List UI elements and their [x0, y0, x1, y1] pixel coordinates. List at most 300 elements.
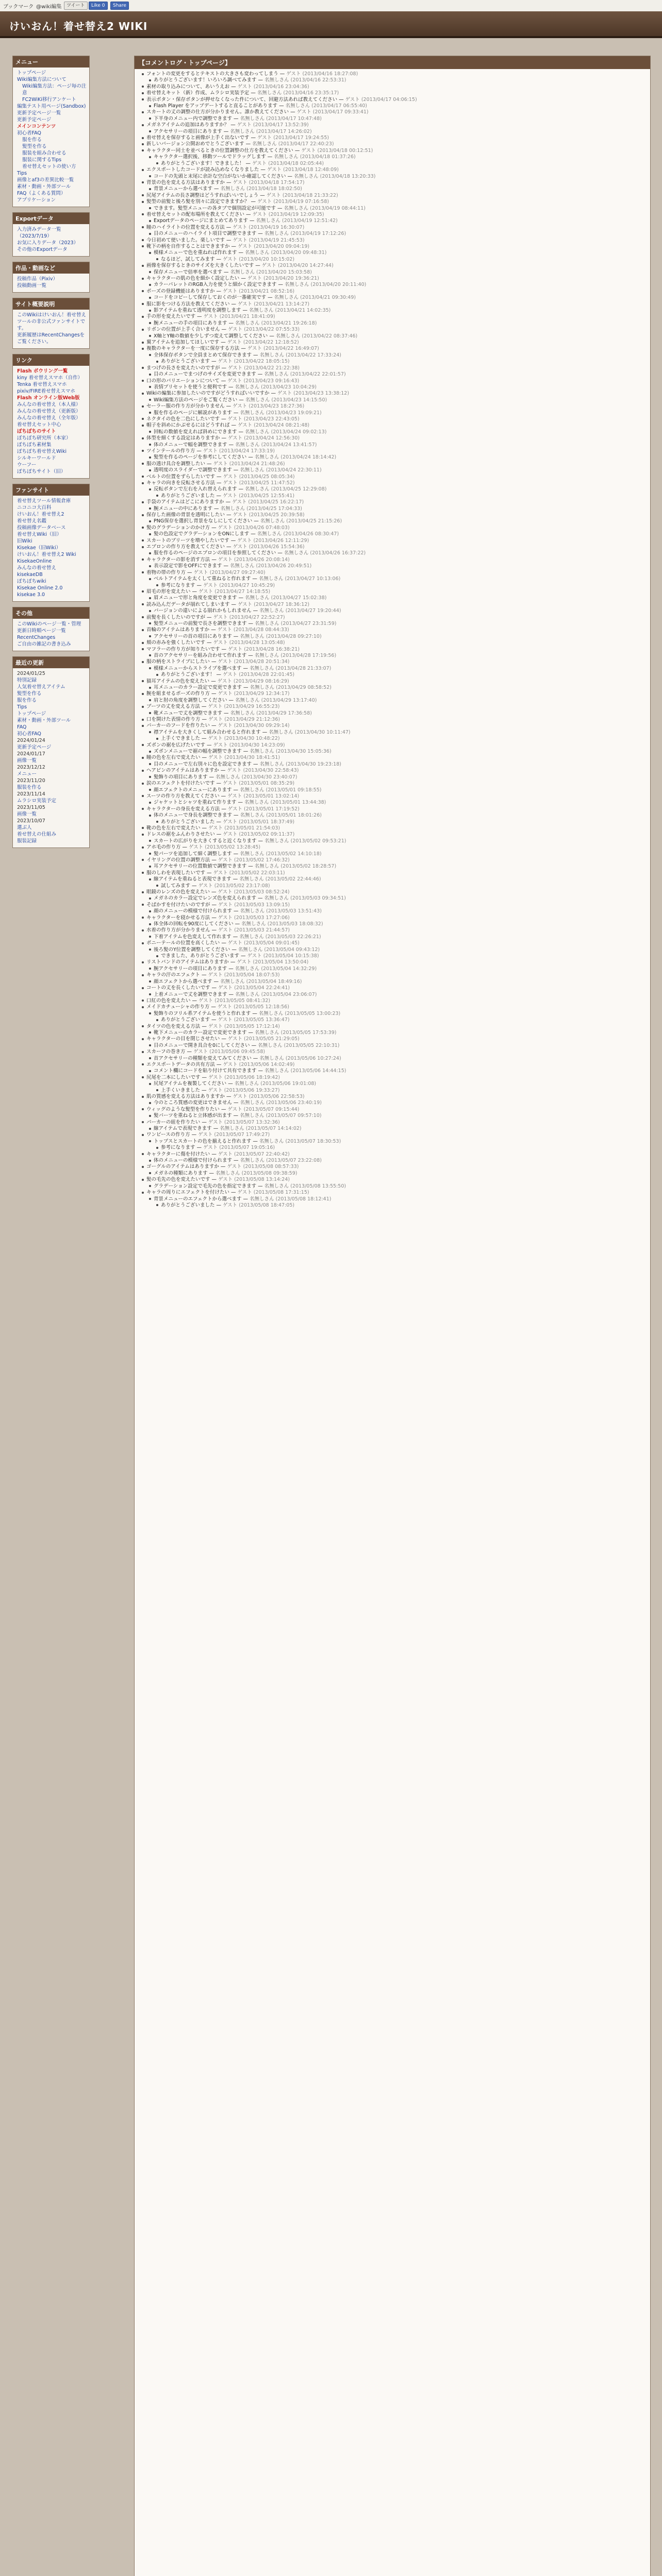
comment-author: 名無しさん [284, 282, 309, 288]
comment-text: 試してみます [161, 883, 191, 889]
comment-text: 手袋のアイテムはどこにありますか [146, 499, 224, 505]
recent-list [13, 668, 89, 848]
comment-date: (2013/05/04 22:24:41) [234, 985, 290, 991]
wiki-edit-link[interactable]: @wiki編集 [36, 4, 62, 10]
comment-author: ゲスト [223, 493, 238, 499]
comment-item: 口を開けた表情の作り方 — ゲスト (2013/04/29 21:12:36) [142, 717, 645, 723]
sidebar-link[interactable]: このWikiはけいおん！着せ替えツールの非公式ファンサイトです。 [17, 312, 86, 331]
comment-item: 服のしわを表現したいです — ゲスト (2013/05/02 22:03:11) [142, 870, 645, 876]
sidebar-link[interactable]: 服を作る [17, 698, 37, 703]
sidebar-link[interactable]: 投稿動画一覧 [17, 283, 47, 289]
bullet-icon [142, 603, 144, 605]
comment-text: まつげの長さを変えたいのですが [146, 365, 220, 371]
menu-heading: メニュー [13, 56, 89, 67]
comment-text: 口の形のバリエーションについて [146, 378, 220, 384]
comment-text: メガネのカラー設定でレンズ色を変えられます [154, 895, 256, 902]
comment-text: スカーフの巻き方 [146, 1049, 186, 1055]
comment-text: ズボンメニューで裾の幅を調整できます [154, 749, 242, 755]
comment-text: ウィッグのような髪型を作りたい [146, 1106, 220, 1112]
comment-date: (2013/04/22 22:01:57) [290, 371, 346, 378]
comment-text: 首アクセサリーの種類を変えてみてください [154, 1055, 252, 1061]
comment-text: 模様メニューで色を重ねれば作れます [154, 250, 237, 256]
bullet-icon [142, 1179, 144, 1181]
comment-item: まつげの長さを変えたいのですが — ゲスト (2013/04/22 21:22:38) [142, 365, 645, 371]
bullet-icon [142, 942, 144, 944]
comment-text: 素材の取り込みについて、あいうえお [146, 83, 230, 90]
share-button[interactable]: Share [110, 2, 129, 10]
comment-item: キャラクターの身長を変える方法 — ゲスト (2013/05/01 17:19:52) [142, 806, 645, 812]
bookmark-link[interactable]: ブックマーク [3, 4, 34, 10]
comment-date: (2013/04/22 16:49:07) [263, 346, 319, 352]
comment-text: 着せ替えを保存すると画像が上手く出ないです [146, 135, 250, 141]
comment-author: ゲスト [237, 537, 252, 544]
comment-text: 髪型メニューの前髪で長さを調整できます [154, 620, 247, 626]
comment-item: できます。髪型メニューの各タブで個別設定が可能です — 名無しさん (2013/04/19 08:44:11) [142, 206, 645, 212]
comment-author: 名無しさん [229, 563, 255, 569]
comment-text: 体のメニューの模様で付けられます [154, 1158, 233, 1164]
comment-author: ゲスト [218, 889, 233, 895]
comment-date: (2013/04/28 20:51:34) [234, 659, 290, 665]
tweet-button[interactable]: ツイート [64, 2, 88, 10]
sidebar-link[interactable]: 更新履歴はRecentChangesをご覧ください。 [17, 332, 85, 345]
comment-item: 目のメニューでまつげのサイズを変更できます — 名無しさん (2013/04/22 22:01:57) [142, 371, 645, 378]
bullet-icon [142, 1076, 144, 1078]
comment-date: (2013/05/03 08:52:24) [234, 889, 290, 895]
comment-item: 顔のメニューの模様で付けられます — 名無しさん (2013/05/03 13:51:43) [142, 908, 645, 914]
sidebar-link[interactable]: FC2WiKi移行アンケート [22, 97, 76, 103]
sidebar-link[interactable]: 服装に関するTips [22, 157, 62, 163]
comment-item: スカートの丈の調整の仕方が分かりません。誰か教えてください — ゲスト (2013/04/17 09:33:41) [142, 109, 645, 115]
like-button[interactable]: Like 0 [89, 2, 108, 10]
sidebar-link[interactable]: kisekaeDB [17, 572, 43, 578]
sidebar-link[interactable]: ぼちぼち研究所（本家） [17, 435, 71, 441]
bullet-icon [149, 207, 151, 209]
comment-author: 名無しさん [239, 876, 264, 883]
bullet-icon [149, 175, 151, 177]
comment-author: 名無しさん [235, 965, 260, 972]
comment-author: ゲスト [218, 1017, 233, 1023]
comment-item: フォントの変更をするとテキストの大きさも変わってしまう — ゲスト (2013/04/16 18:27:08) [142, 71, 645, 77]
comment-item: メガネアイテムの追加はありますか？ — ゲスト (2013/04/17 13:52:39) [142, 122, 645, 128]
comment-date: (2013/04/23 13:38:12) [293, 391, 350, 397]
comment-date: (2013/05/03 21:44:57) [234, 927, 290, 934]
comment-text: 画像を保存するときのサイズを大きくしたいです [146, 263, 254, 269]
sidebar-link[interactable]: 初心者FAQ [17, 130, 41, 136]
bullet-icon [149, 1012, 151, 1014]
comment-item: 表示設定で影をOFFにできます — 名無しさん (2013/04/26 20:49:51) [142, 563, 645, 569]
info-heading: サイト概要説明 [13, 298, 89, 310]
comment-date: (2013/05/05 17:53:39) [280, 1029, 337, 1036]
comment-date: (2013/04/24 13:41:57) [261, 442, 317, 448]
comment-author: ゲスト [233, 179, 247, 185]
sidebar-link[interactable]: 人気着せ替えアイテム [17, 684, 65, 690]
comment-date: (2013/05/08 13:14:24) [234, 1177, 290, 1183]
sidebar-link[interactable]: 選ぶ人 [17, 825, 32, 831]
comment-item: 目のメニューのハイライト項目で調整できます — 名無しさん (2013/04/19 17:12:26) [142, 231, 645, 237]
comment-author: 名無しさん [230, 710, 255, 716]
sidebar-link[interactable]: Wiki編集方法：ページ毎の注意 [22, 83, 87, 96]
sidebar-link[interactable]: ウーフー [17, 462, 37, 468]
comment-text: 髪パーツを重ねると立体感が出ます [154, 1113, 232, 1119]
comment-text: できました、ありがとうございます [161, 953, 240, 959]
comment-author: ゲスト [345, 96, 360, 103]
sidebar-link[interactable]: みんなの着せ替え [17, 565, 57, 571]
bullet-icon [142, 265, 144, 267]
sidebar-link[interactable]: FAQ [17, 724, 27, 730]
comment-text: Wikiの編集に参加したいのですがどうすればいいですか [146, 391, 270, 397]
bullet-icon [149, 1070, 151, 1072]
comment-date: (2013/04/17 22:40:23) [278, 141, 334, 147]
comment-item: 体型を細くする設定はありますか — ゲスト (2013/04/24 12:56:30) [142, 435, 645, 442]
comment-text: 影アイテムを重ねて透明度を調整します [154, 308, 241, 314]
sidebar-link[interactable]: KisekaeOnline [17, 558, 52, 564]
bullet-icon [142, 590, 144, 592]
comment-author: 名無しさん [240, 1158, 265, 1164]
comment-date: (2013/04/25 08:05:34) [239, 473, 295, 480]
sidebar-link[interactable]: メニュー [17, 771, 37, 777]
sidebar-link[interactable]: けいおん！着せ替え2 [17, 512, 64, 517]
comment-item: ゴーグルのアイテムはありますか — ゲスト (2013/05/08 08:57:33) [142, 1164, 645, 1170]
comment-author: ゲスト [237, 83, 252, 90]
comment-text: 猫耳アイテムの色を変えたい [146, 678, 210, 684]
bullet-icon [142, 648, 144, 650]
comment-author: ゲスト [252, 160, 267, 166]
comment-date: (2013/04/24 12:56:30) [244, 435, 300, 442]
sidebar-link[interactable]: kisekae 3.0 [17, 592, 45, 598]
bullet-icon [149, 565, 151, 567]
bullet-icon [142, 425, 144, 427]
comment-item: 読み込んだデータが崩れてしまいます — ゲスト (2013/04/27 18:36:12) [142, 602, 645, 608]
other-box [12, 607, 90, 651]
bullet-icon [156, 1204, 158, 1206]
sidebar-link[interactable]: Kisekae Online 2.0 [17, 585, 63, 591]
sidebar-link[interactable]: 素材・動画・外部ツール [17, 184, 71, 190]
comment-author: ゲスト [237, 122, 252, 128]
comment-author: ゲスト [247, 953, 262, 959]
comment-date: (2013/04/22 18:05:15) [234, 359, 290, 365]
comment-text: 全体保存ボタンで全員まとめて保存できます [154, 352, 252, 358]
sidebar-link[interactable]: 着せ替えツール情報倉庫 [17, 498, 71, 504]
comment-author: ゲスト [193, 569, 208, 575]
comment-item: セーラー服の作り方が分かりません — ゲスト (2013/04/23 18:27:36) [142, 403, 645, 410]
comment-author: ゲスト [213, 870, 228, 876]
comment-date: (2013/04/18 02:05:44) [268, 160, 324, 166]
comment-text: 肩と肘の角度を調整してください [154, 697, 227, 703]
bullet-icon [142, 201, 144, 203]
comment-author: ゲスト [233, 403, 247, 410]
sidebar-link[interactable]: 髪型を作る [22, 144, 47, 149]
comment-author: ゲスト [301, 147, 316, 154]
bullet-icon [149, 188, 151, 190]
comment-item: 瞳のハイライトの位置を変える方法 — ゲスト (2013/04/19 16:30:07) [142, 225, 645, 231]
bullet-icon [142, 367, 144, 369]
comment-item: ウィッグのような髪型を作りたい — ゲスト (2013/05/07 09:15:44) [142, 1107, 645, 1113]
bullet-icon [142, 1096, 144, 1098]
comment-date: (2013/05/08 18:47:05) [239, 1202, 295, 1208]
bullet-icon [142, 316, 144, 318]
bullet-icon [156, 821, 158, 823]
comment-date: (2013/04/27 15:02:38) [271, 595, 327, 601]
comment-date: (2013/05/02 22:44:46) [265, 876, 321, 883]
comment-text: 模様メニューからストライプを選べます [154, 665, 242, 671]
sidebar-link: 2023/10/07 [17, 818, 45, 824]
comment-text: キャラクターの肌の色を細かく設定したい [146, 276, 240, 281]
comment-text: 尻尾を二本にしたいです [146, 1074, 201, 1080]
comment-item: キャラクターの影を消す方法 — ゲスト (2013/04/26 20:08:14) [142, 557, 645, 563]
comment-text: 参考になります [161, 582, 195, 588]
comment-text: 着せ替えセットの配布場所を教えてください [146, 211, 245, 217]
comment-text: フォントの変更をするとテキストの大きさも変わってしまう [146, 71, 278, 77]
sidebar-link[interactable]: 着せ替えセット中心 [17, 422, 61, 428]
comment-item: 反転ボタンで左右を入れ替えられます — 名無しさん (2013/04/25 12:29:08) [142, 486, 645, 493]
comment-text: 体のメニューで身長を調整できます [154, 812, 233, 819]
sidebar-link[interactable]: ぼちぼちwiki [17, 579, 46, 584]
sidebar-link[interactable]: ぼちぼち着せ替えWiki [17, 449, 67, 454]
comment-text: ありがとうございます！ [161, 672, 215, 678]
sidebar-link[interactable]: Tips [17, 171, 27, 176]
bullet-icon [142, 1153, 144, 1155]
sidebar-link[interactable]: 画像一覧 [17, 811, 37, 817]
comment-author: 名無しさん [235, 697, 260, 703]
sidebar-link[interactable]: FAQ（よくある質問） [17, 191, 66, 196]
comment-item: 首輪のアイテムはありますか — ゲスト (2013/04/28 08:44:33) [142, 627, 645, 633]
comment-item: 手袋のアイテムはどこにありますか — ゲスト (2013/04/25 16:22:17) [142, 499, 645, 505]
bullet-icon [142, 757, 144, 759]
comment-date: (2013/04/30 19:23:18) [286, 761, 341, 767]
comment-item: 涙のエフェクトを付けたいです — ゲスト (2013/05/01 08:35:29) [142, 781, 645, 787]
comment-text: 靴下の柄を自作することはできますか [146, 243, 230, 249]
sidebar-link[interactable]: シルキーワールド [17, 455, 56, 461]
comment-item: 肩と肘の角度を調整してください — 名無しさん (2013/04/29 13:17:40) [142, 698, 645, 704]
comment-author: ゲスト [218, 723, 233, 729]
comment-item: 猫耳アイテムの色を変えたい — ゲスト (2013/04/29 08:16:29) [142, 679, 645, 685]
comment-author: ゲスト [266, 192, 281, 198]
fansite-box [12, 484, 90, 602]
comment-item: ありがとうございました — ゲスト (2013/05/01 18:37:49) [142, 819, 645, 825]
bullet-icon [156, 738, 158, 740]
sidebar-link[interactable]: 画像とaf3の差異比較一覧 [17, 177, 74, 183]
site-title[interactable]: けいおん！着せ替え2 WIKI [9, 20, 148, 32]
comment-item: 尻尾アイテムの長さ調整はどうすればいいでしょう — ゲスト (2013/04/18 21:33:22) [142, 193, 645, 199]
comment-date: (2013/05/03 13:51:43) [266, 908, 322, 914]
bullet-icon [149, 578, 151, 580]
sidebar-link[interactable]: 入力済みデータ一覧（2023/7/19） [17, 227, 61, 239]
comment-text: 背景の色を変える方法はありますか [146, 179, 225, 185]
comment-text: ありがとうございました [161, 819, 215, 825]
comment-author: ゲスト [237, 959, 252, 965]
sidebar-link[interactable]: 着せ替え名鑑 [17, 518, 47, 524]
sidebar-link[interactable]: その他のExportデータ [17, 247, 68, 252]
comment-text: ありがとうございました [161, 493, 215, 499]
sidebar-link[interactable]: お気に入りデータ（2023） [17, 240, 79, 246]
comment-text: ネクタイの色を二色にしたいです [146, 416, 220, 422]
comment-text: トップスとスカートの色を揃えると作れます [154, 1138, 252, 1144]
bullet-icon [142, 546, 144, 548]
comment-item: 体のメニューの模様で付けられます — 名無しさん (2013/05/07 23:22:08) [142, 1158, 645, 1164]
comment-author: ゲスト [252, 211, 267, 217]
comment-item: 肌の質感を変える方法はありますか — ゲスト (2013/05/06 22:58:53) [142, 1094, 645, 1100]
comment-date: (2013/05/08 08:57:33) [243, 1164, 299, 1170]
comment-text: アクセサリーの項目にあります [154, 128, 222, 134]
comment-list [135, 69, 650, 1209]
comment-author: 名無しさん [240, 787, 264, 793]
links-list [13, 366, 89, 478]
sidebar-link[interactable]: トップページ [17, 711, 46, 717]
bullet-icon [149, 507, 151, 510]
comment-date: (2013/05/03 09:34:51) [290, 895, 346, 902]
comment-text: 眉メニューで形と角度を変更できます [154, 595, 237, 601]
comment-date: (2013/04/27 18:36:12) [254, 601, 310, 607]
bullet-icon [142, 834, 144, 836]
comment-text: PNG保存を選択し背景をなしにしてください [154, 518, 253, 524]
comment-item: 体のメニューで身長を調整できます — 名無しさん (2013/05/01 18:01:26) [142, 812, 645, 819]
sidebar-link[interactable]: みんなの着せ替え（本人様） [17, 402, 81, 408]
sidebar-link[interactable]: 着せ替えセットの使い方 [22, 164, 76, 170]
bullet-icon [142, 245, 144, 247]
comment-author: 名無しさん [259, 1138, 284, 1144]
sidebar-link[interactable]: 更新予定ページ一覧 [17, 110, 61, 116]
sidebar-link[interactable]: Kisekae（旧Wiki） [17, 545, 61, 551]
sidebar-link[interactable]: 画像一覧 [17, 758, 37, 764]
comment-author: 名無しさん [250, 1196, 274, 1202]
comment-text: ありがとうございます！できました！ [161, 160, 244, 166]
comment-date: (2013/05/04 18:49:16) [246, 978, 302, 985]
sidebar-link[interactable]: ニコニコ大百科 [17, 505, 52, 511]
comment-date: (2013/05/04 09:01:45) [244, 940, 300, 946]
sidebar-link[interactable]: トップページ [17, 70, 46, 76]
main-content [134, 56, 651, 2576]
sidebar-link[interactable]: 服装記録 [17, 838, 37, 844]
comment-date: (2013/05/01 18:01:26) [266, 812, 322, 819]
sidebar-link[interactable]: 投稿画像データベース [17, 525, 66, 531]
comment-date: (2013/05/03 17:27:06) [234, 914, 290, 921]
sidebar-link[interactable]: 更新予定ページ [17, 744, 52, 750]
comment-item: キャラの周りにエフェクトを付けたい — ゲスト (2013/05/08 17:31:15) [142, 1190, 645, 1196]
comment-text: 耳アクセサリーの位置数値で調整できます [154, 863, 247, 870]
comment-item: ありがとうございます — ゲスト (2013/04/22 18:05:15) [142, 359, 645, 365]
comment-item: 首のアクセサリーを組み合わせて作れます — 名無しさん (2013/04/28 17:19:56) [142, 653, 645, 659]
sidebar-link[interactable]: ぼちぼち素材集 [17, 442, 52, 448]
comment-author: ゲスト [213, 742, 228, 748]
comment-text: 後ろ髪のY位置を調整してください [154, 946, 230, 953]
bullet-icon [149, 751, 151, 753]
comment-item: ブーツの丈を変える方法 — ゲスト (2013/04/29 16:55:23) [142, 704, 645, 710]
comment-item: Wiki編集方法のページをご覧ください — 名無しさん (2013/04/23 14:15:50) [142, 397, 645, 403]
sidebar-link[interactable]: kiny 着せ替えスマホ（自作） [17, 375, 83, 381]
comment-item: ズボンの裾を広げたいです — ゲスト (2013/04/30 14:23:09) [142, 742, 645, 749]
comment-text: メイドカチューシャの作り方 [146, 1004, 210, 1010]
sidebar-link[interactable]: Wiki編集方法について [17, 77, 67, 82]
sidebar-link[interactable]: ムラシロ実装予定 [17, 798, 57, 804]
comment-item: 背景メニューのエフェクトから選べます — 名無しさん (2013/05/08 18:12:41) [142, 1196, 645, 1202]
sidebar-link[interactable]: 更新予定ページ [17, 117, 52, 123]
sidebar-link[interactable]: 着せ替えWiki（旧） [17, 532, 62, 537]
comment-author: ゲスト [208, 1074, 223, 1080]
comment-item: 今のところ質感の変更はできません — 名無しさん (2013/05/06 23:40:19) [142, 1100, 645, 1106]
sidebar-link[interactable]: けいおん！着せ替え2 Wiki [17, 552, 76, 557]
bullet-icon [142, 917, 144, 919]
sidebar-link[interactable]: 更新日時順ページ一覧 [17, 628, 66, 634]
comment-item: コードの先頭と末尾に余計な空白がないか確認してください — 名無しさん (2013/04/18 13:20:33) [142, 174, 645, 180]
comment-date: (2013/04/28 17:19:56) [280, 652, 337, 658]
comment-text: アホ毛の作り方 [146, 844, 181, 851]
bullet-icon [142, 693, 144, 695]
comment-date: (2013/05/05 13:00:23) [285, 1010, 341, 1016]
bullet-icon [142, 329, 144, 331]
sidebar-link[interactable]: 特別記録 [17, 677, 37, 683]
comment-item: 透明度のスライダーで調整できます — 名無しさん (2013/04/24 22:30:11) [142, 467, 645, 473]
sidebar-link[interactable]: みんなの着せ替え（更新版） [17, 409, 81, 414]
sidebar-link[interactable]: 素材・動画・外部ツール [17, 718, 71, 723]
comment-date: (2013/04/25 12:29:08) [271, 486, 327, 493]
comment-date: (2013/04/20 19:36:21) [263, 276, 319, 281]
bullet-icon [142, 1134, 144, 1136]
sidebar-link[interactable]: 着せ替えの仕組み [17, 832, 57, 837]
works-list [13, 274, 89, 292]
sidebar-link[interactable]: RecentChanges [17, 635, 56, 640]
comment-item: キャラクターに傷を付けたい — ゲスト (2013/05/07 22:40:42) [142, 1151, 645, 1158]
bullet-icon [156, 495, 158, 497]
comment-author: ゲスト [208, 825, 223, 831]
comment-date: (2013/04/16 18:27:08) [302, 71, 358, 77]
sidebar-link[interactable]: 旧Wiki [17, 538, 32, 544]
site-header [0, 11, 662, 38]
sidebar-link[interactable]: このWikiのページ一覧・管理 [17, 621, 81, 627]
bullet-icon [156, 885, 158, 887]
comment-item: 新しいバージョン公開おめでとうございます — 名無しさん (2013/04/17 22:40:23) [142, 141, 645, 147]
comment-author: ゲスト [233, 544, 247, 550]
comment-text: 表情プリセットを使うと便利です [154, 384, 227, 390]
comment-author: 名無しさん [238, 946, 263, 953]
sidebar-link[interactable]: みんなの着せ替え（全年版） [17, 415, 81, 421]
comment-item: 回転の数値を変えれば斜めにできます — 名無しさん (2013/04/24 09:02:13) [142, 429, 645, 435]
comment-author: ゲスト [218, 359, 233, 365]
sidebar-link[interactable]: 投稿作品（Pixiv） [17, 276, 58, 282]
bullet-icon [142, 1166, 144, 1168]
sidebar-link[interactable]: 編集テスト用ページ(Sandbox) [17, 104, 86, 109]
comment-date: (2013/04/17 13:52:39) [253, 122, 309, 128]
comment-date: (2013/04/30 18:41:51) [224, 755, 280, 761]
comment-text: 体型を細くする設定はありますか [146, 435, 220, 442]
comment-item: エクスポートしたコードが読み込めなくなりました — ゲスト (2013/04/18 12:48:09) [142, 167, 645, 173]
comment-text: メガネの種類にあります [154, 1170, 208, 1176]
sidebar-link[interactable]: 初心者FAQ [17, 731, 41, 737]
bullet-icon [149, 1115, 151, 1117]
sidebar-link[interactable]: 服を作る [22, 137, 42, 143]
sidebar-link[interactable]: 髪型を作る [17, 691, 42, 697]
comment-text: イヤリングの位置の調整方法 [146, 857, 210, 863]
comment-text: 髪の色設定でグラデーションをONにします [154, 531, 250, 537]
sidebar-link[interactable]: 服装を組み合わせる [22, 150, 67, 156]
sidebar-link[interactable]: Tenka 着せ替えスマホ [17, 382, 67, 387]
sidebar-link[interactable]: アプリケーション [17, 197, 56, 203]
comment-author: ゲスト [218, 914, 233, 921]
recent-box [12, 656, 90, 848]
sidebar-link[interactable]: Tips [17, 704, 27, 710]
comment-author: ゲスト [267, 167, 282, 173]
comment-item: 影アイテムを重ねて透明度を調整します — 名無しさん (2013/04/21 14:02:35) [142, 308, 645, 314]
bullet-icon [149, 878, 151, 880]
sidebar-link[interactable]: ぼちぼちサイト（旧） [17, 469, 66, 474]
sidebar-link[interactable]: 服装を作る [17, 785, 42, 790]
sidebar-link[interactable]: ご自由の雑記の書き込み [17, 641, 71, 647]
bullet-icon [142, 999, 144, 1002]
comment-item: 顔エフェクトのメニューにあります — 名無しさん (2013/05/01 09:18:55) [142, 787, 645, 793]
sidebar-link[interactable]: pixiv/FIRE着せ替えスマホ [17, 388, 75, 394]
comment-author: 名無しさん [258, 1010, 284, 1016]
bullet-icon [149, 699, 151, 701]
comment-date: (2013/04/29 17:36:58) [256, 710, 312, 716]
